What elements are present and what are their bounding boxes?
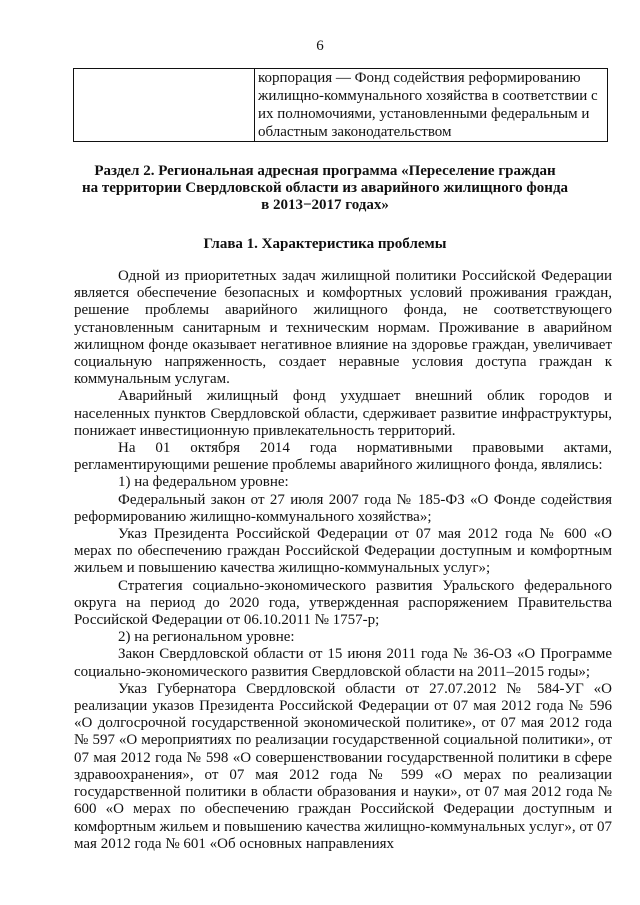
paragraph: Закон Свердловской области от 15 июня 2011 года № 36-ОЗ «О Программе социально-экономического развития Свердловской области на 2011–2015 годы»; xyxy=(74,646,612,680)
table-cell-line: жилищно-коммунального хозяйства в соответствии с xyxy=(258,88,598,104)
chapter-title: Глава 1. Характеристика проблемы xyxy=(203,236,447,252)
section-title-line: Раздел 2. Региональная адресная программа «Переселение граждан xyxy=(94,163,556,179)
paragraph: Указ Президента Российской Федерации от 07 мая 2012 года № 600 «О мерах по обеспечению граждан Российской Федерации доступным и комфортным жильем и повышению качества жилищно-коммунальных услуг»; xyxy=(74,526,612,577)
paragraph: Указ Губернатора Свердловской области от 27.07.2012 № 584-УГ «О реализации указов Президента Российской Федерации от 07 мая 2012 года № 596 «О долгосрочной государственной экономической политике», от 07 мая 2012 года № 597 «О мероприятиях по реализации государственной социальной политики», от 07 мая 2012 года № 598 «О совершенствовании государственной политики в сфере здравоохранения», от 07 мая 2012 года № 599 «О мерах по реализации государственной политики в области образования и науки», от 07 мая 2012 года № 600 «О мерах по обеспечению граждан Российской Федерации доступным и комфортным жильем и повышению качества жилищно-коммунальных услуг», от 07 мая 2012 года № 601 «Об основных направлениях xyxy=(74,680,612,852)
table-row xyxy=(74,69,608,142)
section-title-line: в 2013−2017 годах» xyxy=(261,197,389,213)
section-title-line: на территории Свердловской области из аварийного жилищного фонда xyxy=(81,180,569,196)
paragraph: 1) на федеральном уровне: xyxy=(118,474,289,491)
table-cell-line: их полномочиями, установленными федеральным и xyxy=(258,106,590,122)
paragraph: На 01 октября 2014 года нормативными правовыми актами, регламентирующими решение проблемы аварийного жилищного фонда, являлись: xyxy=(74,440,612,474)
table-cell-text xyxy=(255,69,608,142)
body-text xyxy=(74,268,612,853)
paragraph: Стратегия социально-экономического развития Уральского федерального округа на период до 2020 года, утвержденная распоряжением Правительства Российской Федерации от 06.10.2011 № 1757-р; xyxy=(74,577,612,629)
table-cell-line: областным законодательством xyxy=(258,124,452,140)
page-number: 6 xyxy=(316,38,324,54)
table-cell-empty xyxy=(74,69,255,142)
paragraph: Одной из приоритетных задач жилищной политики Российской Федерации является обеспечение безопасных и комфортных условий проживания граждан, решение проблемы аварийного жилищного фонда, не соответствующего установленным санитарным и техническим нормам. Проживание в аварийном жилищном фонде оказывает негативное влияние на здоровье граждан, увеличивает социальную напряженность, создает неравные условия доступа граждан к коммунальным услугам. xyxy=(74,268,612,388)
continuation-table xyxy=(73,68,608,142)
paragraph: Федеральный закон от 27 июля 2007 года № 185-ФЗ «О Фонде содействия реформированию жилищно-коммунального хозяйства»; xyxy=(74,491,612,525)
paragraph: Аварийный жилищный фонд ухудшает внешний облик городов и населенных пунктов Свердловской области, сдерживает развитие инфраструктуры, понижает инвестиционную привлекательность территорий. xyxy=(74,388,612,439)
section-title xyxy=(60,163,590,214)
table-cell-line: корпорация — Фонд содействия реформированию xyxy=(258,70,581,86)
paragraph: 2) на региональном уровне: xyxy=(118,629,295,646)
